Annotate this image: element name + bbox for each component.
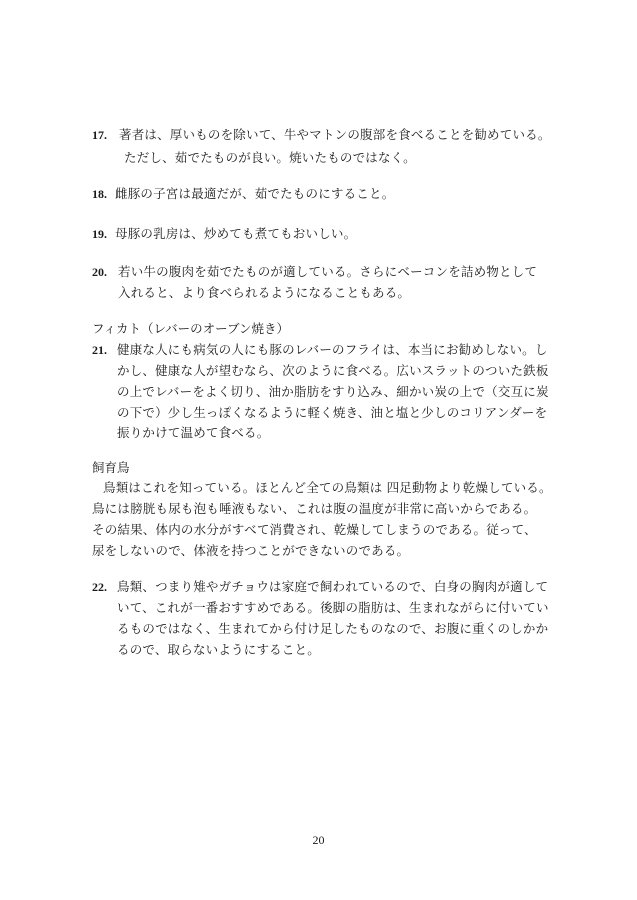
- item-18-number: 18.: [92, 187, 107, 201]
- ficato-heading: フィカト（レバーのオーブン焼き）: [92, 321, 290, 336]
- item-17-line-2: ただし、茹でたものが良い。焼いたものではなく。: [124, 150, 416, 165]
- item-21-number: 21.: [92, 343, 107, 357]
- item-20-line-1: 若い牛の腹肉を茹でたものが適している。さらにベーコンを詰め物として: [118, 264, 538, 279]
- item-22-line-4: るので、取らないようにすること。: [117, 642, 320, 657]
- item-17-line-1: 著者は、厚いものを除いて、牛やマトンの腹部を食べることを勧めている。: [119, 127, 551, 142]
- item-19-line-1: 母豚の乳房は、炒めても煮てもおいしい。: [115, 226, 357, 241]
- poultry-paragraph-line-1: 鳥類はこれを知っている。ほとんど全ての鳥類は 四足動物より乾燥している。: [103, 480, 552, 495]
- poultry-paragraph-line-3: その結果、体内の水分がすべて消費され、乾燥してしまうのである。従って、: [92, 522, 537, 537]
- item-22-number: 22.: [92, 580, 107, 594]
- item-21-line-3: の上でレバーをよく切り、油か脂肪をすり込み、細かい炭の上で（交互に炭: [117, 384, 549, 399]
- item-19-number: 19.: [92, 227, 107, 241]
- item-20-number: 20.: [92, 265, 107, 279]
- poultry-paragraph-line-2: 鳥には膀胱も尿も泡も唾液もない、これは腹の温度が非常に高いからである。: [92, 501, 537, 516]
- item-21-line-4: の下で）少し生っぽくなるように軽く焼き、油と塩と少しのコリアンダーを: [117, 405, 548, 420]
- item-18-line-1: 雌豚の子宮は最適だが、茹でたものにすること。: [115, 186, 395, 201]
- item-21-line-1: 健康な人にも病気の人にも豚のレバーのフライは、本当にお勧めしない。し: [117, 342, 548, 357]
- item-22-line-1: 鳥類、つまり雉やガチョウは家庭で飼われているので、白身の胸肉が適して: [117, 579, 549, 594]
- poultry-heading: 飼育鳥: [92, 460, 130, 475]
- item-21-line-2: かし、健康な人が望むなら、次のように食べる。広いスラットのついた鉄板: [117, 363, 549, 378]
- poultry-paragraph-line-4: 尿をしないので、体液を持つことができないのである。: [92, 543, 410, 558]
- item-17-number: 17.: [92, 128, 107, 142]
- page-number: 20: [312, 833, 325, 847]
- item-21-line-5: 振りかけて温めて食べる。: [117, 425, 270, 440]
- item-20-line-2: 入れると、より食べられるようになることもある。: [118, 285, 411, 300]
- item-22-line-3: るものではなく、生まれてから付け足したものなので、お腹に重くのしかか: [117, 621, 549, 636]
- item-22-line-2: いて、これが一番おすすめである。後脚の脂肪は、生まれながらに付いてい: [117, 600, 549, 615]
